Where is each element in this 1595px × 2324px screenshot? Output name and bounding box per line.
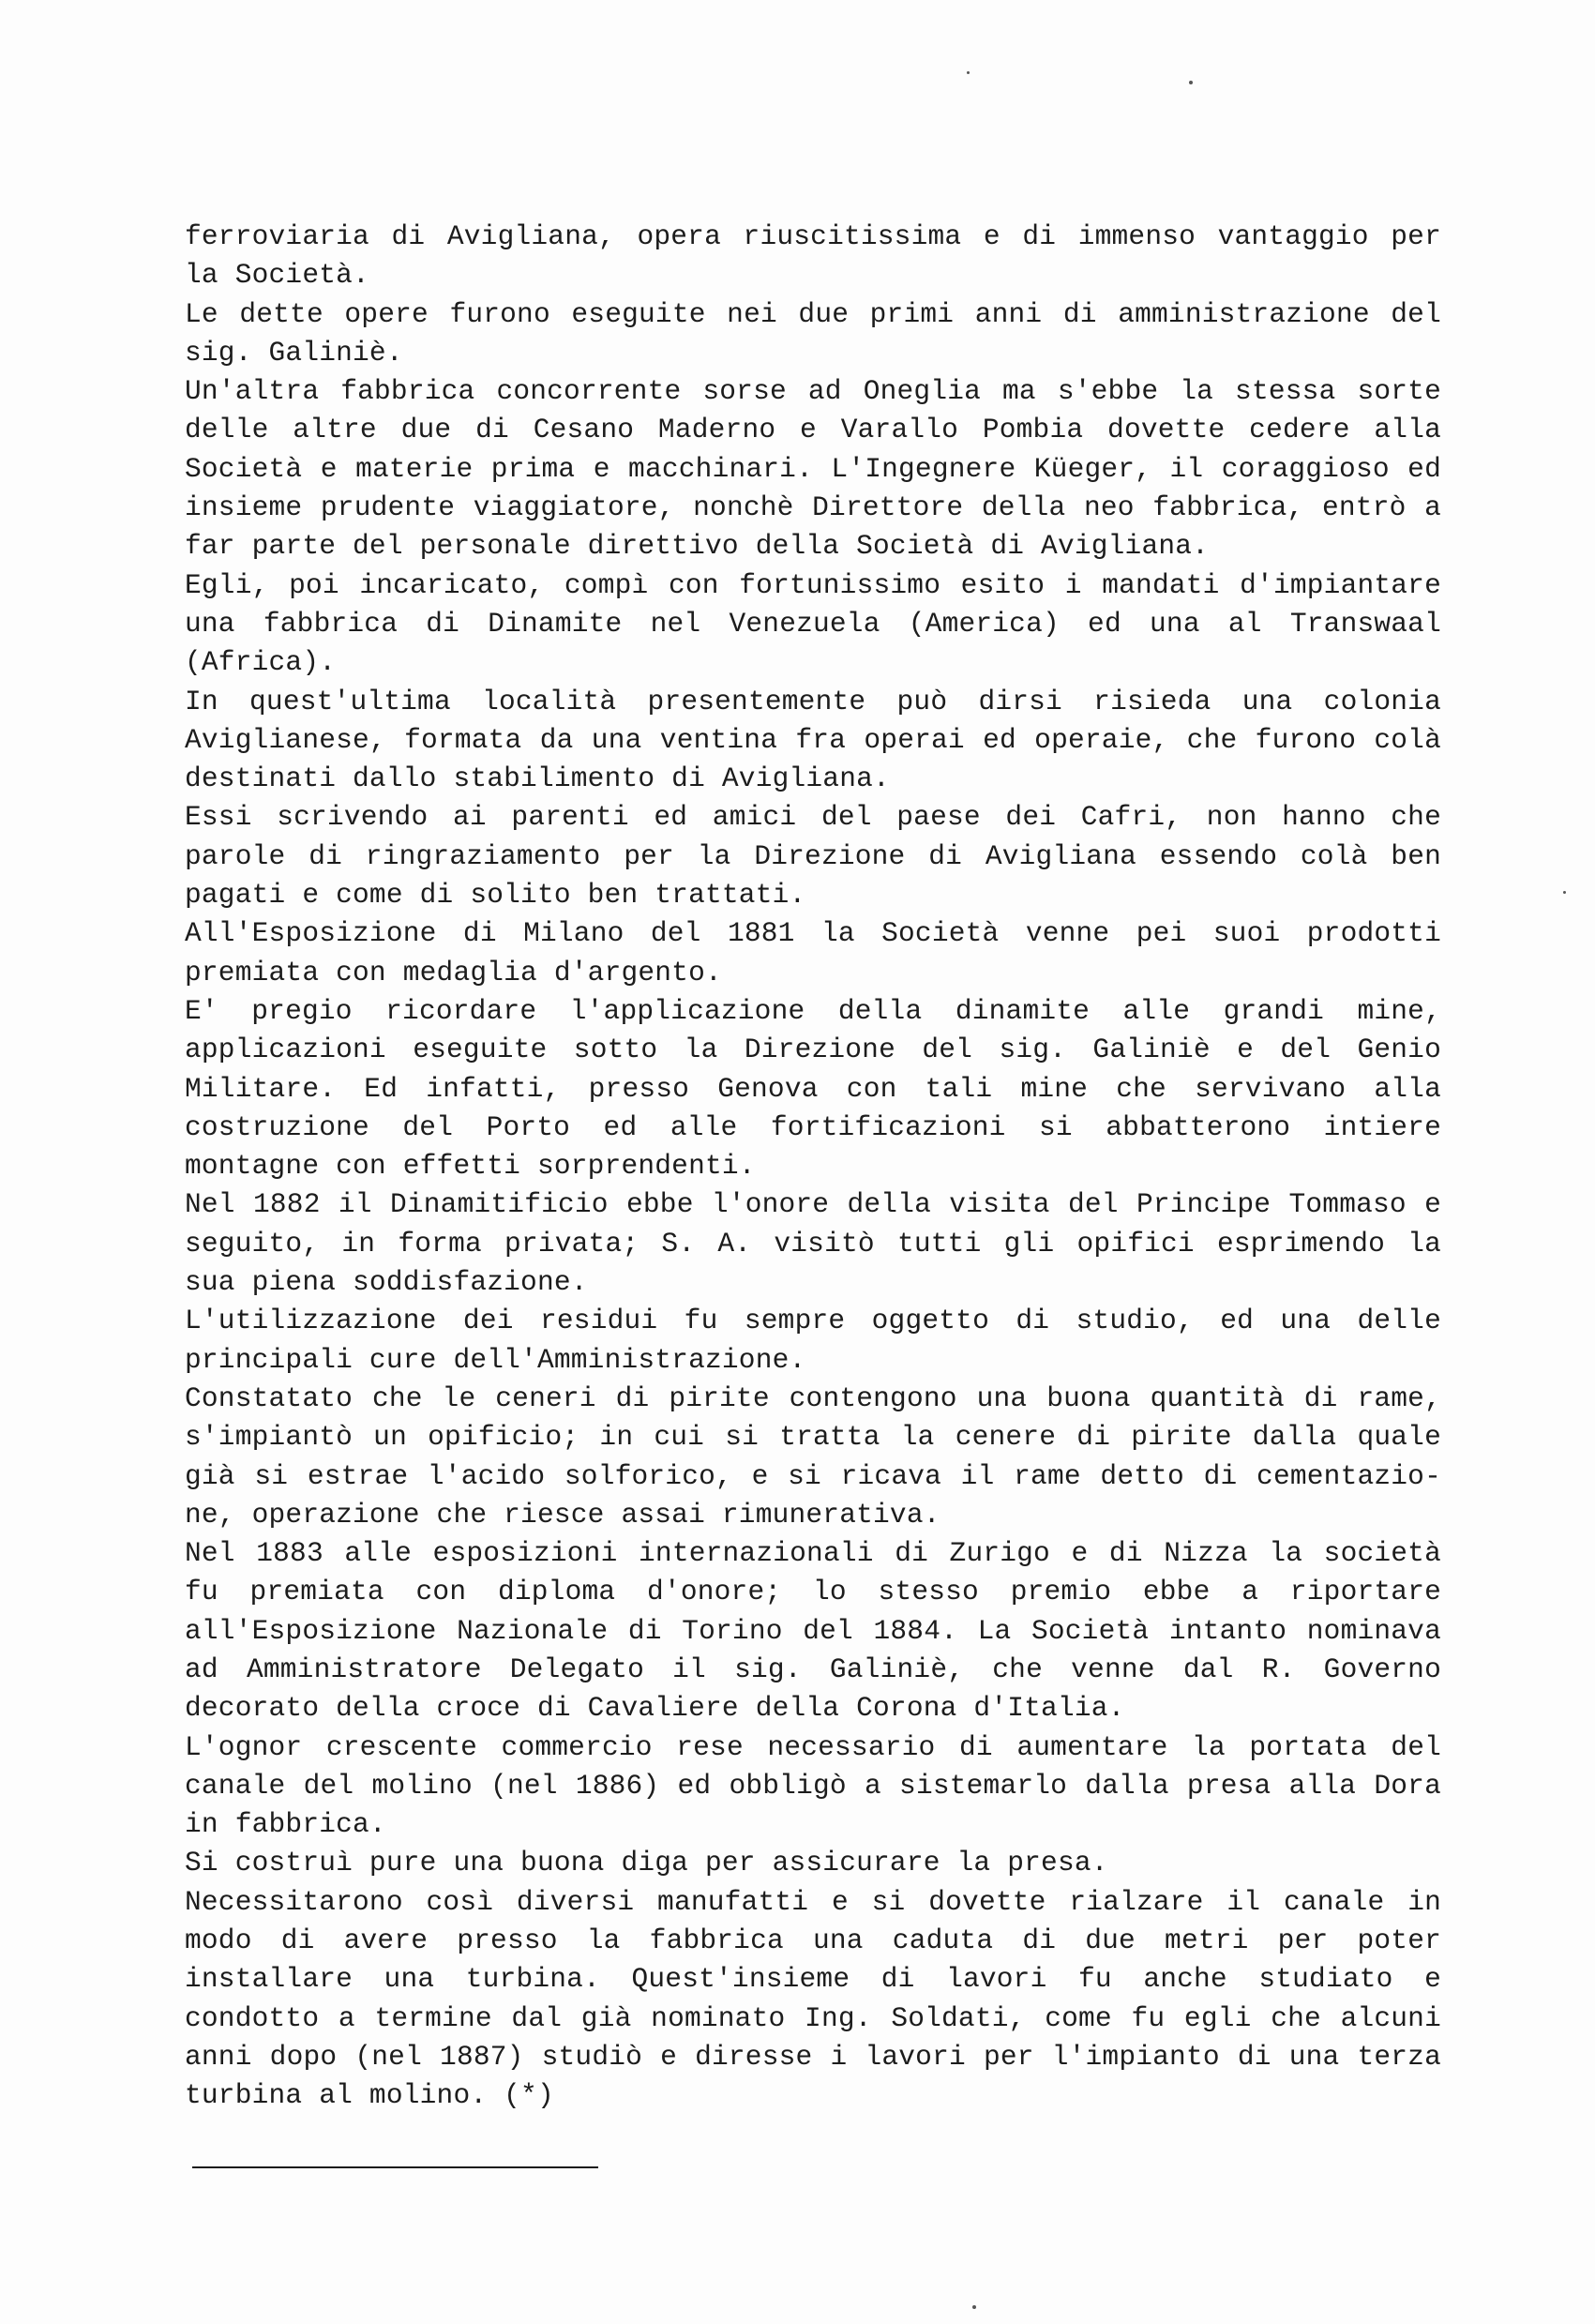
- text-line: In quest'ultima località presentemente può dirsi risieda una colonia: [185, 685, 1441, 717]
- text-line: una fabbrica di Dinamite nel Venezuela (America) ed una al Transwaal: [185, 607, 1441, 640]
- text-line: ferroviaria di Avigliana, opera riuscitissima e di immenso vantaggio per: [185, 220, 1441, 252]
- text-line: (Africa).: [185, 646, 337, 679]
- scan-speck: [1189, 81, 1193, 84]
- body-text: [185, 218, 1441, 2116]
- text-line: all'Esposizione Nazionale di Torino del 1884. La Società intanto nominava: [185, 1614, 1441, 1647]
- text-line: All'Esposizione di Milano del 1881 la Società venne pei suoi prodotti: [185, 917, 1441, 950]
- text-line: destinati dallo stabilimento di Avigliana.: [185, 762, 890, 795]
- text-line: già si estrae l'acido solforico, e si ricava il rame detto di cementazio-: [185, 1459, 1441, 1492]
- text-line: Militare. Ed infatti, presso Genova con tali mine che servivano alla: [185, 1072, 1441, 1105]
- scan-speck: [1563, 891, 1566, 894]
- scan-speck: [972, 2305, 976, 2309]
- text-line: Necessitarono così diversi manufatti e si dovette rialzare il canale in: [185, 1885, 1441, 1918]
- text-line: L'ognor crescente commercio rese necessario di aumentare la portata del: [185, 1730, 1441, 1763]
- text-line: far parte del personale direttivo della Società di Avigliana.: [185, 530, 1210, 563]
- text-line: L'utilizzazione dei residui fu sempre oggetto di studio, ed una delle: [185, 1305, 1441, 1337]
- footnote-rule: [192, 2166, 598, 2168]
- text-line: applicazioni eseguite sotto la Direzione del sig. Galiniè e del Genio: [185, 1034, 1441, 1066]
- text-line: anni dopo (nel 1887) studiò e diresse i lavori per l'impianto di una terza: [185, 2040, 1441, 2073]
- text-line: E' pregio ricordare l'applicazione della dinamite alle grandi mine,: [185, 994, 1441, 1027]
- text-line: Essi scrivendo ai parenti ed amici del paese dei Cafri, non hanno che: [185, 801, 1441, 834]
- text-line: insieme prudente viaggiatore, nonchè Direttore della neo fabbrica, entrò a: [185, 491, 1441, 524]
- text-line: in fabbrica.: [185, 1808, 386, 1841]
- text-line: decorato della croce di Cavaliere della Corona d'Italia.: [185, 1692, 1125, 1725]
- text-line: turbina al molino. (*): [185, 2079, 554, 2112]
- text-line: s'impiantò un opificio; in cui si tratta la cenere di pirite dalla quale: [185, 1421, 1441, 1454]
- text-line: sua piena soddisfazione.: [185, 1266, 588, 1299]
- text-line: canale del molino (nel 1886) ed obbligò a sistemarlo dalla presa alla Dora: [185, 1769, 1441, 1802]
- text-line: delle altre due di Cesano Maderno e Varallo Pombia dovette cedere alla: [185, 414, 1441, 446]
- text-line: principali cure dell'Amministrazione.: [185, 1343, 806, 1376]
- text-line: Si costruì pure una buona diga per assicurare la presa.: [185, 1847, 1108, 1879]
- text-line: Aviglianese, formata da una ventina fra operai ed operaie, che furono colà: [185, 723, 1441, 756]
- text-line: modo di avere presso la fabbrica una caduta di due metri per poter: [185, 1924, 1441, 1957]
- text-line: premiata con medaglia d'argento.: [185, 956, 722, 988]
- text-line: Constatato che le ceneri di pirite contengono una buona quantità di rame,: [185, 1381, 1441, 1414]
- text-line: fu premiata con diploma d'onore; lo stesso premio ebbe a riportare: [185, 1576, 1441, 1608]
- text-line: Nel 1883 alle esposizioni internazionali di Zurigo e di Nizza la società: [185, 1537, 1441, 1570]
- text-line: pagati e come di solito ben trattati.: [185, 879, 806, 912]
- text-line: la Società.: [185, 259, 369, 292]
- text-line: condotto a termine dal già nominato Ing. Soldati, come fu egli che alcuni: [185, 2001, 1441, 2034]
- text-line: Un'altra fabbrica concorrente sorse ad Oneglia ma s'ebbe la stessa sorte: [185, 375, 1441, 408]
- text-line: installare una turbina. Quest'insieme di lavori fu anche studiato e: [185, 1963, 1441, 1996]
- text-line: Le dette opere furono eseguite nei due primi anni di amministrazione del: [185, 297, 1441, 330]
- text-line: ne, operazione che riesce assai rimunerativa.: [185, 1498, 940, 1531]
- text-line: Nel 1882 il Dinamitificio ebbe l'onore della visita del Principe Tommaso e: [185, 1188, 1441, 1221]
- text-line: sig. Galiniè.: [185, 336, 403, 369]
- text-line: montagne con effetti sorprendenti.: [185, 1150, 756, 1183]
- text-line: seguito, in forma privata; S. A. visitò tutti gli opifici esprimendo la: [185, 1227, 1441, 1260]
- text-line: parole di ringraziamento per la Direzione di Avigliana essendo colà ben: [185, 839, 1441, 872]
- text-line: costruzione del Porto ed alle fortificazioni si abbatterono intiere: [185, 1110, 1441, 1143]
- text-line: Egli, poi incaricato, compì con fortunissimo esito i mandati d'impiantare: [185, 568, 1441, 601]
- scan-speck: [967, 71, 970, 74]
- text-line: ad Amministratore Delegato il sig. Galiniè, che venne dal R. Governo: [185, 1652, 1441, 1685]
- text-line: Società e materie prima e macchinari. L'Ingegnere Küeger, il coraggioso ed: [185, 452, 1441, 485]
